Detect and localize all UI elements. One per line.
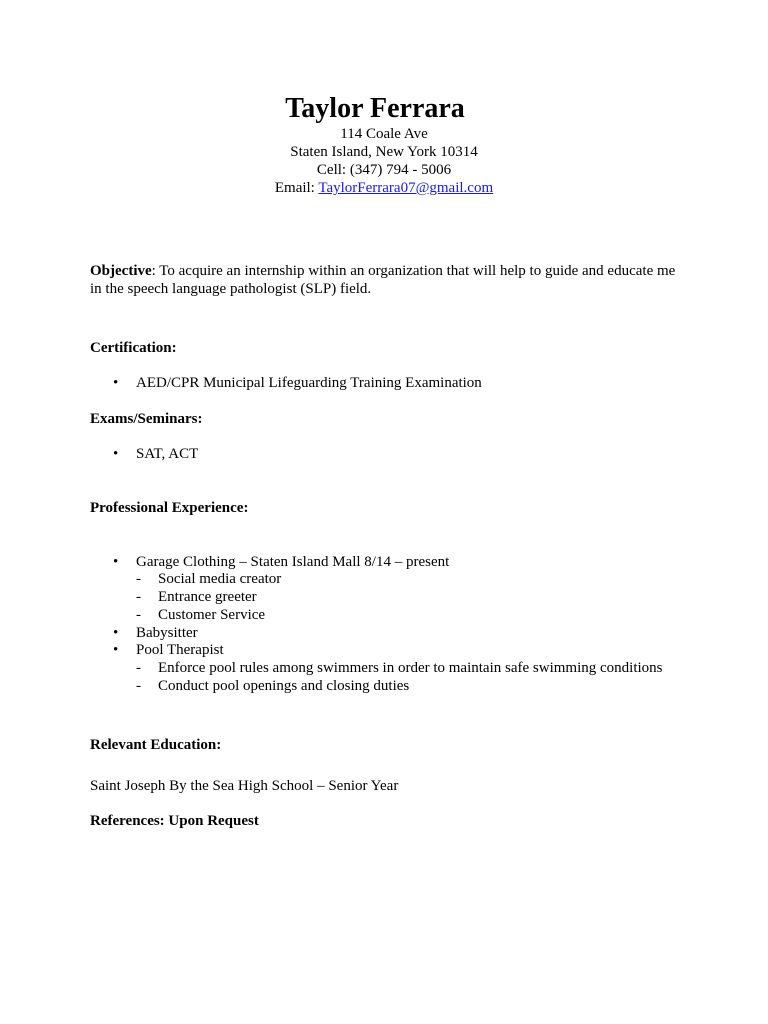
exams-item: SAT, ACT: [136, 446, 199, 462]
job-duty: Conduct pool openings and closing duties: [158, 678, 410, 694]
bullet-dot: •: [113, 554, 119, 570]
job-title: Pool Therapist: [136, 642, 224, 658]
cell-phone: Cell: (347) 794 - 5006: [316, 162, 452, 178]
email-line: [0, 179, 768, 197]
job-duty: Enforce pool rules among swimmers in order to maintain safe swimming conditions: [158, 660, 663, 676]
objective-paragraph: [90, 262, 680, 298]
email-link[interactable]: TaylorFerrara07@gmail.com: [318, 180, 494, 196]
exams-heading: Exams/Seminars:: [90, 411, 203, 427]
email-label: Email:: [274, 180, 319, 196]
job-duty: Customer Service: [158, 607, 266, 623]
dash-marker: -: [136, 678, 141, 694]
bullet-dot: •: [113, 375, 119, 391]
bullet-dot: •: [113, 642, 119, 658]
references-line: References: Upon Request: [90, 813, 259, 829]
job-duty: Social media creator: [158, 571, 282, 587]
certification-heading: Certification:: [90, 340, 177, 356]
job-title: Babysitter: [136, 625, 198, 641]
experience-heading: Professional Experience:: [90, 500, 249, 516]
objective-label: Objective: [90, 263, 152, 279]
certification-item: AED/CPR Municipal Lifeguarding Training Examination: [136, 375, 482, 391]
dash-marker: -: [136, 660, 141, 676]
job-title: Garage Clothing – Staten Island Mall 8/14 – present: [136, 554, 450, 570]
objective-text: : To acquire an internship within an organization that will help to guide and educate me in the speech language pathologist (SLP) field.: [90, 263, 676, 297]
education-text: Saint Joseph By the Sea High School – Senior Year: [90, 778, 399, 794]
dash-marker: -: [136, 607, 141, 623]
dash-marker: -: [136, 589, 141, 605]
education-heading: Relevant Education:: [90, 737, 222, 753]
address-line-1: 114 Coale Ave: [340, 126, 428, 142]
job-duty: Entrance greeter: [158, 589, 257, 605]
bullet-dot: •: [113, 446, 119, 462]
address-line-2: Staten Island, New York 10314: [290, 144, 478, 160]
resume-name: Taylor Ferrara: [285, 93, 465, 124]
dash-marker: -: [136, 571, 141, 587]
bullet-dot: •: [113, 625, 119, 641]
